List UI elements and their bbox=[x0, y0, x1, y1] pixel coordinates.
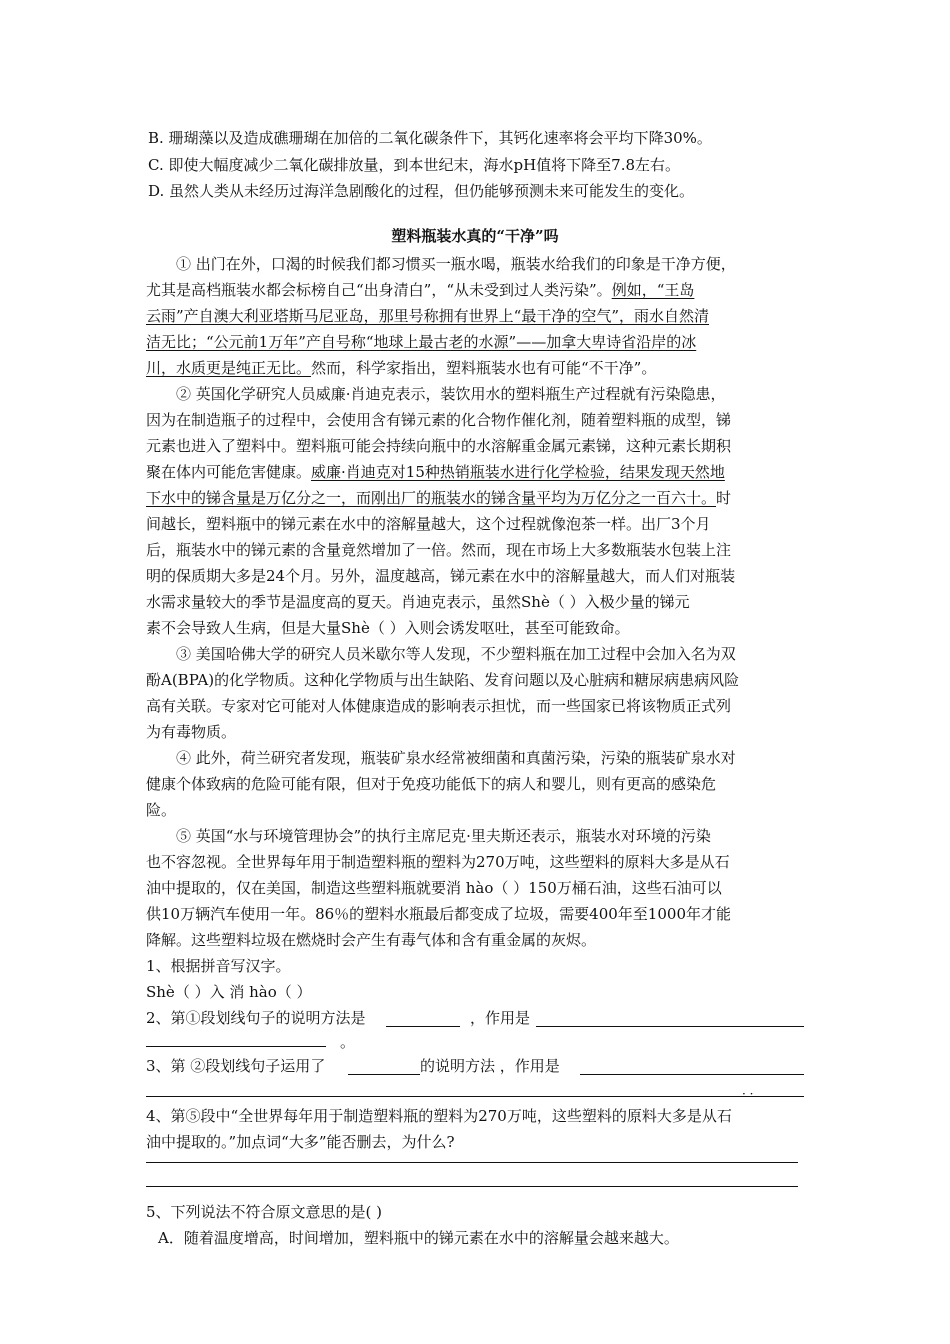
p2-line-4: 聚在体内可能危害健康。威廉·肖迪克对15种热销瓶装水进行化学检验，结果发现天然地 bbox=[146, 463, 725, 481]
q2-part-b: ，作用是 bbox=[470, 1009, 531, 1027]
p1-underlined-sentence: 例如，“王岛 bbox=[611, 281, 695, 299]
p1-line-2: 尤其是高档瓶装水都会标榜自己“出身清白”，“从未受到过人类污染”。例如，“王岛 bbox=[146, 281, 695, 299]
p3-line-1: ③ 美国哈佛大学的研究人员米歇尔等人发现，不少塑料瓶在加工过程中会加入名为双 bbox=[176, 645, 736, 663]
dotted-word-da: 大 bbox=[656, 1107, 672, 1125]
p1-line-1: ① 出门在外，口渴的时候我们都习惯买一瓶水喝，瓶装水给我们的印象是干净方便， bbox=[176, 255, 736, 273]
p4-line-1: ④ 此外，荷兰研究者发现，瓶装矿泉水经常被细菌和真菌污染，污染的瓶装矿泉水对 bbox=[176, 749, 736, 767]
p5-line-5: 降解。这些塑料垃圾在燃烧时会产生有毒气体和含有重金属的灰烬。 bbox=[146, 931, 597, 949]
q4-answer-line-1[interactable] bbox=[146, 1162, 798, 1163]
q4-line-2: 油中提取的。”加点词“大多”能否删去，为什么? bbox=[146, 1133, 455, 1151]
p2-line-8: 明的保质期大多是24个月。另外，温度越高，锑元素在水中的溶解量越大，而人们对瓶装 bbox=[146, 567, 736, 585]
q3-part-b: 的说明方法 ，作用是 bbox=[420, 1057, 560, 1075]
p5-line-1: ⑤ 英国“水与环境管理协会”的执行主席尼克·里夫斯还表示，瓶装水对环境的污染 bbox=[176, 827, 711, 845]
q5-option-a: A．随着温度增高，时间增加，塑料瓶中的锑元素在水中的溶解量会越来越大。 bbox=[158, 1229, 679, 1247]
p1-line-5: 川，水质更是纯正无比。然而，科学家指出，塑料瓶装水也有可能“不干净”。 bbox=[146, 359, 657, 377]
q3-blank-method[interactable] bbox=[348, 1074, 420, 1075]
p2-line-1: ② 英国化学研究人员威廉·肖迪克表示，装饮用水的塑料瓶生产过程就有污染隐患， bbox=[176, 385, 726, 403]
p2-line-2: 因为在制造瓶子的过程中，会使用含有锑元素的化合物作催化剂，随着塑料瓶的成型，锑 bbox=[146, 411, 732, 429]
p3-line-4: 为有毒物质。 bbox=[146, 723, 237, 741]
p2-line-6: 间越长，塑料瓶中的锑元素在水中的溶解量越大，这个过程就像泡茶一样。出厂3个月 bbox=[146, 515, 711, 533]
q3-part-a: 3、第 ②段划线句子运用了 bbox=[146, 1057, 326, 1075]
option-d: D. 虽然人类从未经历过海洋急剧酸化的过程，但仍能够预测未来可能发生的变化。 bbox=[148, 182, 695, 200]
p3-line-3: 高有关联。专家对它可能对人体健康造成的影响表示担忧，而一些国家已将该物质正式列 bbox=[146, 697, 732, 715]
option-b: B. 珊瑚藻以及造成礁珊瑚在加倍的二氧化碳条件下，其钙化速率将会平均下降30%。 bbox=[148, 129, 712, 147]
article-title: 塑料瓶装水真的“干净”吗 bbox=[391, 227, 559, 245]
q2-blank-effect[interactable] bbox=[536, 1026, 804, 1027]
option-c: C. 即使大幅度减少二氧化碳排放量，到本世纪末，海水pH值将下降至7.8左右。 bbox=[148, 156, 681, 174]
p2-line-10: 素不会导致人生病，但是大量Shè（ ）入则会诱发呕吐，甚至可能致命。 bbox=[146, 619, 630, 637]
p1-line-3: 云雨”产自澳大利亚塔斯马尼亚岛，那里号称拥有世界上“最干净的空气”，雨水自然清 bbox=[146, 307, 710, 325]
p4-line-2: 健康个体致病的危险可能有限，但对于免疫功能低下的病人和婴儿，则有更高的感染危 bbox=[146, 775, 717, 793]
q2-blank-method[interactable] bbox=[386, 1026, 460, 1027]
q2-blank-effect-cont[interactable] bbox=[146, 1046, 326, 1047]
p4-line-3: 险。 bbox=[146, 801, 177, 819]
q1-answer-line: Shè（ ）入 消 hào（ ） bbox=[146, 983, 312, 1001]
p2-underlined-sentence: 威廉·肖迪克对15种热销瓶装水进行化学检验，结果发现天然地 bbox=[311, 463, 725, 481]
p3-line-2: 酚A(BPA)的化学物质。这种化学物质与出生缺陷、发育问题以及心脏病和糖尿病患病风险 bbox=[146, 671, 740, 689]
p2-line-3: 元素也进入了塑料中。塑料瓶可能会持续向瓶中的水溶解重金属元素锑，这种元素长期积 bbox=[146, 437, 732, 455]
q5-stem: 5、下列说法不符合原文意思的是( ) bbox=[146, 1203, 383, 1221]
p5-line-4: 供10万辆汽车使用一年。86％的塑料水瓶最后都变成了垃圾，需要400年至1000年才能 bbox=[146, 905, 731, 923]
q2-part-a: 2、第①段划线句子的说明方法是 bbox=[146, 1009, 366, 1027]
p1-line-4: 洁无比；“公元前1万年”产自号称“地球上最古老的水源”——加拿大卑诗省沿岸的冰 bbox=[146, 333, 697, 351]
q3-blank-effect-cont[interactable] bbox=[146, 1096, 804, 1097]
q1-stem: 1、根据拼音写汉字。 bbox=[146, 957, 291, 975]
q2-period: 。 bbox=[340, 1033, 356, 1051]
emphasis-dots: · · bbox=[742, 1087, 754, 1101]
p2-line-7: 后，瓶装水中的锑元素的含量竟然增加了一倍。然而，现在市场上大多数瓶装水包装上注 bbox=[146, 541, 732, 559]
q4-answer-line-2[interactable] bbox=[146, 1186, 798, 1187]
q4-line-1: 4、第⑤段中“全世界每年用于制造塑料瓶的塑料为270万吨，这些塑料的原料大多是从石 bbox=[146, 1107, 732, 1125]
q3-blank-effect[interactable] bbox=[580, 1074, 804, 1075]
p5-line-3: 油中提取的，仅在美国，制造这些塑料瓶就要消 hào（ ）150万桶石油，这些石油可以 bbox=[146, 879, 722, 897]
p5-line-2: 也不容忽视。全世界每年用于制造塑料瓶的塑料为270万吨，这些塑料的原料大多是从石 bbox=[146, 853, 730, 871]
dotted-word-duo: 多 bbox=[671, 1107, 687, 1125]
p2-line-9: 水需求量较大的季节是温度高的夏天。肖迪克表示，虽然Shè（ ）入极少量的锑元 bbox=[146, 593, 690, 611]
p2-line-5: 下水中的锑含量是万亿分之一，而刚出厂的瓶装水的锑含量平均为万亿分之一百六十。时 bbox=[146, 489, 732, 507]
